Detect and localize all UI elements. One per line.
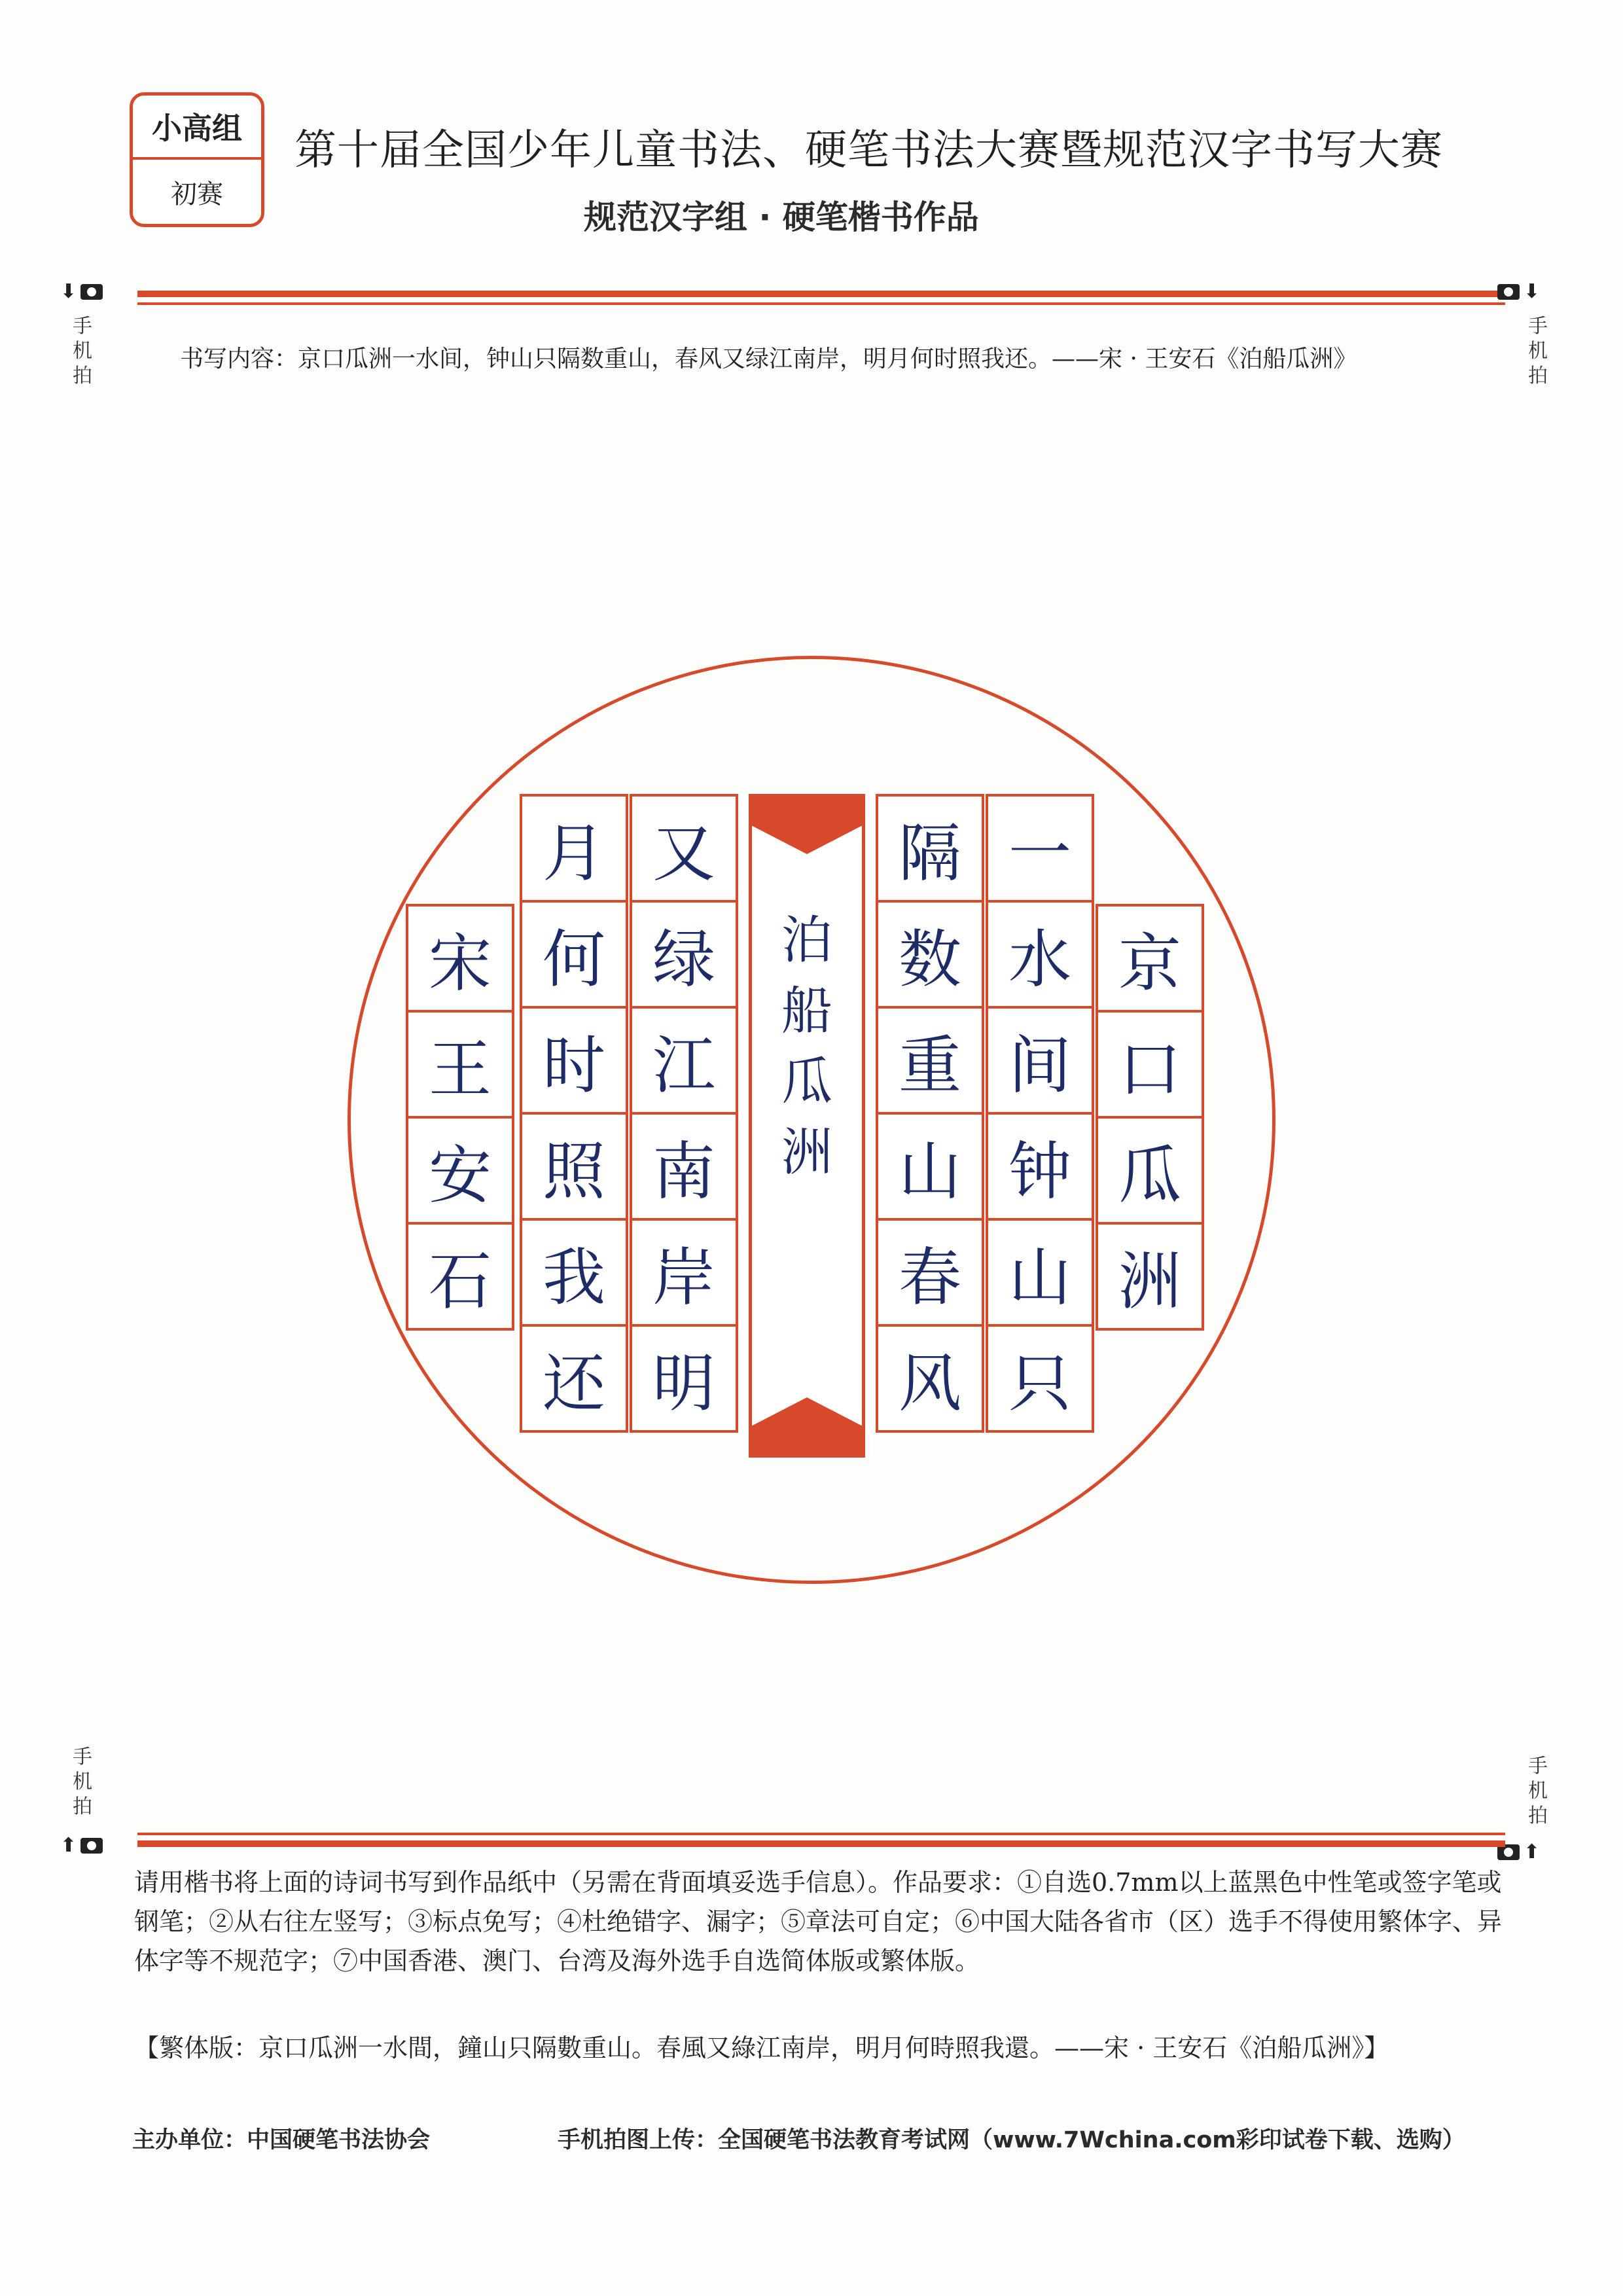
phone-label-bottom-right — [1525, 1754, 1551, 1829]
phone-marker-top-left — [60, 280, 103, 303]
grid-cell: 安 — [406, 1116, 514, 1225]
camera-icon — [1497, 284, 1520, 300]
grid-cell: 宋 — [406, 904, 514, 1013]
arrow-down-icon: ⬇ — [60, 280, 77, 303]
grid-cell: 瓜 — [1096, 1116, 1204, 1225]
phone-label-char: 机 — [1528, 1780, 1548, 1803]
grid-cell: 山 — [876, 1112, 984, 1221]
phone-label-bottom-left — [69, 1745, 96, 1820]
grid-cell: 绿 — [630, 900, 738, 1009]
page-title: 第十届全国少年儿童书法、硬笔书法大赛暨规范汉字书写大赛 — [294, 126, 1443, 175]
grid-cell: 石 — [406, 1222, 514, 1331]
footer-organizer: 主办单位：中国硬笔书法协会 — [132, 2127, 431, 2153]
grid-cell: 江 — [630, 1006, 738, 1115]
grid-cell: 又 — [630, 794, 738, 903]
grid-cell: 数 — [876, 900, 984, 1009]
grid-cell: 风 — [876, 1324, 984, 1433]
grid-cell: 洲 — [1096, 1222, 1204, 1331]
grid-cell: 照 — [520, 1112, 628, 1221]
top-rule-thick — [137, 291, 1505, 297]
bottom-rule-thin — [137, 1833, 1505, 1835]
arrow-up-icon: ⬆ — [1524, 1840, 1541, 1863]
writing-content: 书写内容：京口瓜洲一水间，钟山只隔数重山，春风又绿江南岸，明月何时照我还。——宋 · 王安石《泊船瓜洲》 — [180, 346, 1357, 372]
phone-label-char: 拍 — [1528, 1804, 1548, 1827]
grid-cell: 时 — [520, 1006, 628, 1115]
grid-cell: 春 — [876, 1218, 984, 1327]
phone-label-char: 拍 — [73, 365, 92, 387]
grid-cell: 水 — [986, 900, 1094, 1009]
bottom-rule-thick — [137, 1840, 1505, 1847]
phone-label-char: 手 — [73, 315, 92, 338]
grid-cell: 明 — [630, 1324, 738, 1433]
footer-upload: 手机拍图上传：全国硬笔书法教育考试网（www.7Wchina.com彩印试卷下载、选购） — [558, 2127, 1465, 2153]
phone-label-char: 拍 — [1528, 365, 1548, 387]
band-bottom-ornament — [749, 1397, 865, 1458]
grid-cell: 间 — [986, 1006, 1094, 1115]
phone-label-top-right — [1525, 314, 1551, 389]
camera-icon — [80, 284, 103, 300]
arrow-up-icon: ⬆ — [60, 1834, 77, 1857]
phone-label-char: 机 — [1528, 340, 1548, 363]
grid-cell: 隔 — [876, 794, 984, 903]
grid-cell: 山 — [986, 1218, 1094, 1327]
band-title: 泊船瓜洲 — [781, 911, 832, 1182]
badge-stage-label: 初赛 — [171, 179, 223, 209]
grid-cell: 还 — [520, 1324, 628, 1433]
grid-cell: 钟 — [986, 1112, 1094, 1221]
page-subtitle: 规范汉字组 · 硬笔楷书作品 — [584, 198, 979, 236]
grid-cell: 月 — [520, 794, 628, 903]
title-band — [741, 794, 873, 1458]
phone-label-char: 手 — [1528, 1755, 1548, 1778]
phone-label-char: 手 — [73, 1746, 92, 1768]
phone-label-top-left — [69, 314, 96, 389]
grid-cell: 只 — [986, 1324, 1094, 1433]
phone-marker-bottom-left — [60, 1834, 103, 1857]
phone-label-char: 拍 — [73, 1795, 92, 1818]
grid-cell: 一 — [986, 794, 1094, 903]
phone-label-char: 机 — [73, 1770, 92, 1793]
phone-label-char: 机 — [73, 340, 92, 363]
group-badge — [130, 92, 264, 227]
grid-cell: 重 — [876, 1006, 984, 1115]
grid-cell: 我 — [520, 1218, 628, 1327]
phone-marker-top-right — [1497, 280, 1540, 303]
grid-cell: 岸 — [630, 1218, 738, 1327]
traditional-version-note: 【繁体版：京口瓜洲一水間，鐘山只隔數重山。春風又綠江南岸，明月何時照我還。——宋 · 王安石《泊船瓜洲》】 — [134, 2034, 1389, 2062]
phone-label-char: 手 — [1528, 315, 1548, 338]
instructions: 请用楷书将上面的诗词书写到作品纸中（另需在背面填妥选手信息）。作品要求：①自选0.7mm以上蓝黑色中性笔或签字笔或钢笔；②从右往左竖写；③标点免写；④杜绝错字、漏字；⑤章法可自定；⑥中国大陆各省市（区）选手不得使用繁体字、异体字等不规范字；⑦中国香港、澳门、台湾及海外选手自选简体版或繁体版。 — [134, 1868, 1503, 1975]
top-rule-thin — [137, 302, 1505, 305]
arrow-down-icon: ⬇ — [1524, 280, 1541, 303]
grid-cell: 口 — [1096, 1010, 1204, 1119]
grid-cell: 王 — [406, 1010, 514, 1119]
badge-group-label: 小高组 — [133, 96, 261, 160]
grid-cell: 南 — [630, 1112, 738, 1221]
camera-icon — [80, 1838, 103, 1854]
grid-cell: 京 — [1096, 904, 1204, 1013]
grid-cell: 何 — [520, 900, 628, 1009]
